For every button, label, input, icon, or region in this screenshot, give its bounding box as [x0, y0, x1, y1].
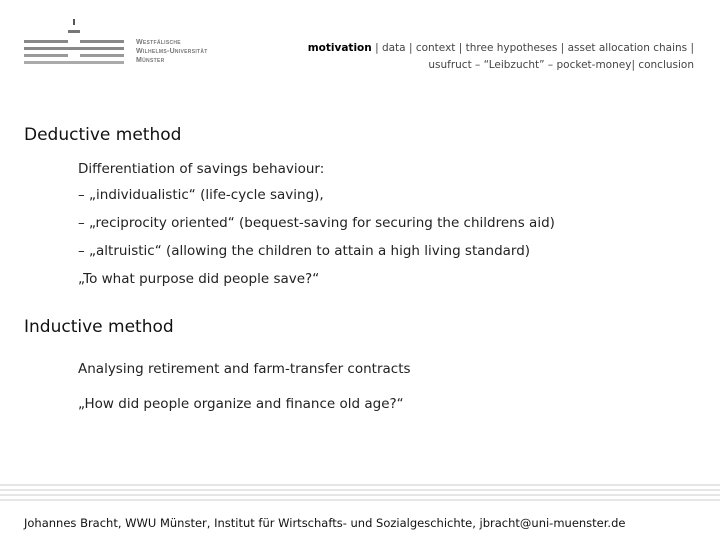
inductive-method-heading: Inductive method: [24, 317, 174, 337]
footer-divider: [0, 484, 720, 504]
nav-item-conclusion[interactable]: conclusion: [638, 59, 694, 71]
old-age-question: „How did people organize and finance old age?“: [78, 396, 404, 412]
nav-item-context[interactable]: context: [415, 42, 456, 54]
altruistic-line: – „altruistic“ (allowing the children to attain a high living standard): [78, 243, 531, 259]
nav-item-asset-allocation-chains[interactable]: asset allocation chains: [567, 42, 688, 54]
university-name: [136, 38, 208, 65]
reciprocity-line: – „reciprocity oriented“ (bequest-saving for securing the childrens aid): [78, 215, 555, 231]
individualistic-line: – „individualistic“ (life-cycle saving),: [78, 187, 324, 203]
university-name-line-1: Westfälische: [136, 39, 181, 46]
section-navigation: motivation | data | context | three hypotheses | asset allocation chains | usufruct – “Leibzucht” – pocket-money| conclusion: [307, 42, 694, 71]
footer-credit: Johannes Bracht, WWU Münster, Institut für Wirtschafts- und Sozialgeschichte, jbracht@uni-muenster.de: [24, 516, 626, 530]
university-name-line-3: Münster: [136, 57, 165, 64]
savings-differentiation-line: Differentiation of savings behaviour:: [78, 161, 325, 177]
deductive-method-heading: Deductive method: [24, 125, 182, 145]
nav-item-data[interactable]: data: [381, 42, 406, 54]
nav-item-motivation[interactable]: motivation: [307, 42, 372, 54]
contracts-analysis-line: Analysing retirement and farm-transfer contracts: [78, 361, 411, 377]
university-logo: [24, 18, 244, 72]
university-emblem-icon: [24, 18, 132, 72]
nav-item-three-hypotheses[interactable]: three hypotheses: [465, 42, 558, 54]
university-name-line-2: Wilhelms-Universität: [136, 48, 208, 55]
purpose-question: „To what purpose did people save?“: [78, 271, 320, 287]
nav-item-usufruct[interactable]: usufruct – “Leibzucht” – pocket-money: [428, 59, 632, 71]
